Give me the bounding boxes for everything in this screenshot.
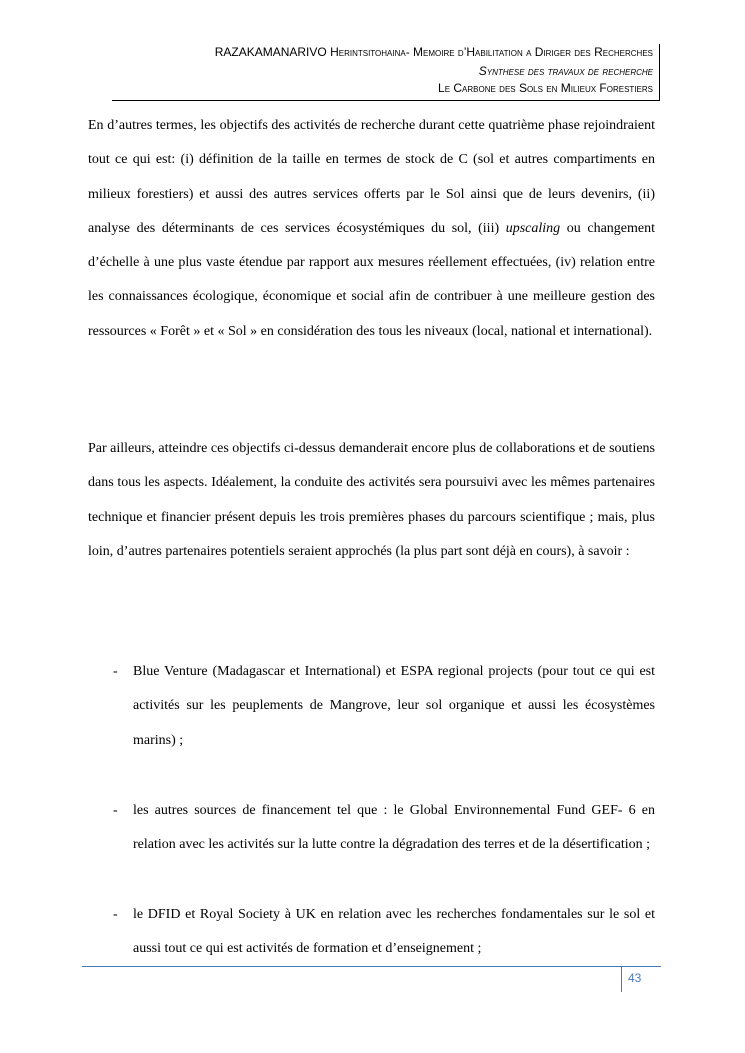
paragraph-partners-text: Par ailleurs, atteindre ces objectifs ci-dessus demanderait encore plus de collaborations et de soutiens dans tous les aspects. Idéalement, la conduite des activités sera poursuivi avec les mêmes partenaires technique et financier présent depuis les trois premières phases du parcours scientifique ; mais, plus loin, d’autres partenaires potentiels seraient approchés (la plus part sont déjà en cours), à savoir : [88,441,655,559]
list-item [88,655,655,758]
paragraph-objectives [88,109,655,349]
header-title [215,45,653,59]
bullet-text: le DFID et Royal Society à UK en relation avec les recherches fondamentales sur le sol et aussi tout ce qui est activités de formation et d’enseignement ; [133,907,655,957]
bullet-dash: - [113,907,118,922]
header-title-rest: Herintsitohaina- Memoire d’Habilitation a Diriger des Recherches [326,45,653,59]
bullet-dash: - [113,803,118,818]
header-section: Le Carbone des Sols en Milieux Forestiers [438,81,653,95]
paragraph-objectives-part1: En d’autres termes, les objectifs des activités de recherche durant cette quatrième phase rejoindraient tout ce qui est: (i) définition de la taille en termes de stock de C (sol et autres compartiments en milieux forestiers) et aussi des autres services offerts par le Sol ainsi que de leurs devenirs, (ii) analyse des déterminants de ces services écosystémiques du sol, (iii) [88,118,655,236]
list-item [88,898,655,967]
bullet-dash: - [113,664,118,679]
paragraph-partners [88,432,655,569]
list-item [88,794,655,863]
header-author: RAZAKAMANARIVO [214,45,327,59]
paragraph-objectives-part2: ou changement d’échelle à une plus vaste étendue par rapport aux mesures réellement effectuées, (iv) relation entre les connaissances écologique, économique et social afin de contribuer à une meilleure gestion des ressources « Forêt » et « Sol » en considération des tous les niveaux (local, national et international). [88,220,655,339]
bullet-text: Blue Venture (Madagascar et International) et ESPA regional projects (pour tout ce qui est activités sur les peuplements de Mangrove, leur sol organique et aussi les écosystèmes marins) ; [133,664,655,748]
bullet-text: les autres sources de financement tel que : le Global Environnemental Fund GEF- 6 en relation avec les activités sur la lutte contre la dégradation des terres et de la désertification ; [133,803,655,853]
paragraph-objectives-italic: upscaling [505,220,561,236]
header-subtitle: Synthese des travaux de recherche [478,64,653,78]
page-number: 43 [621,966,661,992]
paragraph-objectives-text [88,109,655,349]
page-header [112,44,660,101]
footer-divider [82,966,661,967]
